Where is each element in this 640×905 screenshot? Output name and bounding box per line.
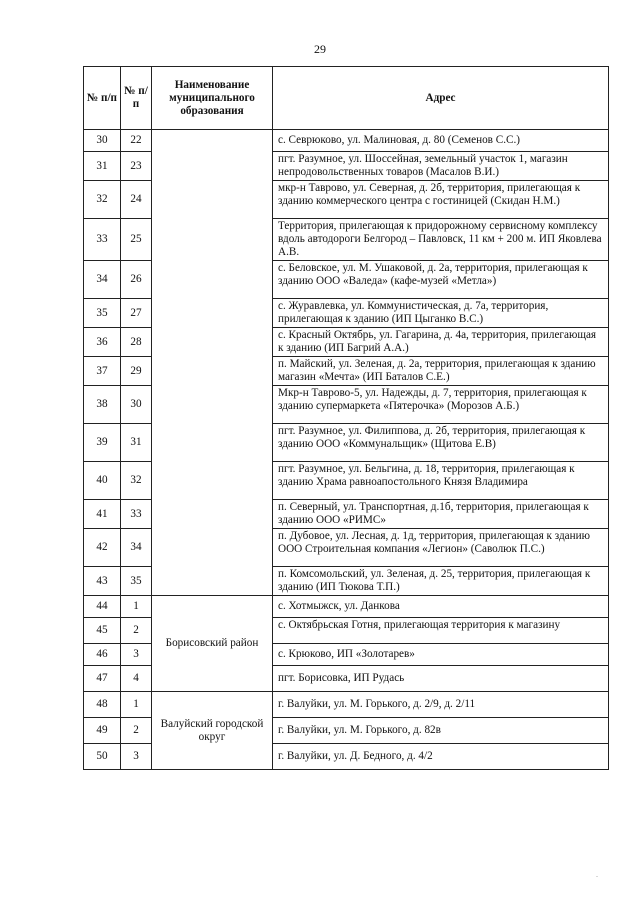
- row-number: 40: [84, 462, 121, 500]
- address-cell: пгт. Разумное, ул. Шоссейная, земельный участок 1, магазин непродовольственных товаров (Масалов В.И.): [273, 152, 609, 181]
- address-cell: Территория, прилегающая к придорожному сервисному комплексу вдоль автодороги Белгород – Павловск, 11 км + 200 м. ИП Яковлева А.В.: [273, 219, 609, 261]
- row-number: 32: [84, 181, 121, 219]
- row-subnumber: 24: [121, 181, 152, 219]
- row-subnumber: 23: [121, 152, 152, 181]
- header-col-2: № п/п: [121, 67, 152, 130]
- address-cell: Мкр-н Таврово-5, ул. Надежды, д. 7, территория, прилегающая к зданию супермаркета «Пятерочка» (Морозов А.Б.): [273, 386, 609, 424]
- row-subnumber: 28: [121, 328, 152, 357]
- address-cell: с. Октябрьская Готня, прилегающая территория к магазину: [273, 618, 609, 644]
- row-subnumber: 26: [121, 261, 152, 299]
- address-cell: с. Крюково, ИП «Золотарев»: [273, 644, 609, 666]
- address-cell: г. Валуйки, ул. М. Горького, д. 2/9, д. 2/11: [273, 692, 609, 718]
- table-header-row: [84, 67, 609, 130]
- page-number: 29: [314, 42, 326, 56]
- municipality-cell: Борисовский район: [152, 596, 273, 692]
- row-subnumber: 30: [121, 386, 152, 424]
- row-number: 34: [84, 261, 121, 299]
- row-number: 30: [84, 130, 121, 152]
- row-subnumber: 27: [121, 299, 152, 328]
- row-subnumber: 34: [121, 529, 152, 567]
- row-number: 35: [84, 299, 121, 328]
- address-cell: с. Беловское, ул. М. Ушаковой, д. 2а, территория, прилегающая к зданию ООО «Валеда» (кафе-музей «Метла»): [273, 261, 609, 299]
- row-number: 41: [84, 500, 121, 529]
- address-cell: пгт. Борисовка, ИП Рудась: [273, 666, 609, 692]
- row-number: 39: [84, 424, 121, 462]
- header-address: Адрес: [273, 67, 609, 130]
- row-subnumber: 1: [121, 596, 152, 618]
- row-number: 49: [84, 718, 121, 744]
- row-number: 37: [84, 357, 121, 386]
- table-row: [84, 692, 609, 718]
- row-number: 48: [84, 692, 121, 718]
- address-cell: пгт. Разумное, ул. Филиппова, д. 2б, территория, прилегающая к зданию ООО «Коммунальщик» (Щитова Е.В): [273, 424, 609, 462]
- row-subnumber: 31: [121, 424, 152, 462]
- row-number: 36: [84, 328, 121, 357]
- row-number: 44: [84, 596, 121, 618]
- row-number: 46: [84, 644, 121, 666]
- address-cell: мкр-н Таврово, ул. Северная, д. 2б, территория, прилегающая к зданию коммерческого центра с гостиницей (Скидан Н.М.): [273, 181, 609, 219]
- municipality-cell: Валуйский городской округ: [152, 692, 273, 770]
- address-cell: г. Валуйки, ул. М. Горького, д. 82в: [273, 718, 609, 744]
- row-number: 47: [84, 666, 121, 692]
- header-municipality: Наименование муниципального образования: [152, 67, 273, 130]
- row-number: 42: [84, 529, 121, 567]
- municipality-cell-empty: [152, 130, 273, 596]
- table-row: [84, 130, 609, 152]
- row-subnumber: 2: [121, 718, 152, 744]
- row-number: 33: [84, 219, 121, 261]
- table-row: [84, 596, 609, 618]
- address-cell: пгт. Разумное, ул. Бельгина, д. 18, территория, прилегающая к зданию Храма равноапостольного Князя Владимира: [273, 462, 609, 500]
- address-cell: с. Журавлевка, ул. Коммунистическая, д. 7а, территория, прилегающая к зданию (ИП Цыганко В.С.): [273, 299, 609, 328]
- row-subnumber: 4: [121, 666, 152, 692]
- row-subnumber: 25: [121, 219, 152, 261]
- address-cell: п. Северный, ул. Транспортная, д.1б, территория, прилегающая к зданию ООО «РИМС»: [273, 500, 609, 529]
- address-cell: г. Валуйки, ул. Д. Бедного, д. 4/2: [273, 744, 609, 770]
- address-cell: п. Майский, ул. Зеленая, д. 2а, территория, прилегающая к зданию магазин «Мечта» (ИП Баталов С.Е.): [273, 357, 609, 386]
- row-number: 43: [84, 567, 121, 596]
- row-subnumber: 1: [121, 692, 152, 718]
- row-subnumber: 29: [121, 357, 152, 386]
- row-subnumber: 32: [121, 462, 152, 500]
- row-number: 31: [84, 152, 121, 181]
- row-subnumber: 22: [121, 130, 152, 152]
- address-cell: п. Комсомольский, ул. Зеленая, д. 25, территория, прилегающая к зданию (ИП Тюкова Т.П.): [273, 567, 609, 596]
- address-cell: с. Красный Октябрь, ул. Гагарина, д. 4а, территория, прилегающая к зданию (ИП Багрий А.А.): [273, 328, 609, 357]
- row-number: 50: [84, 744, 121, 770]
- row-subnumber: 3: [121, 644, 152, 666]
- row-subnumber: 35: [121, 567, 152, 596]
- row-subnumber: 33: [121, 500, 152, 529]
- address-cell: с. Хотмыжск, ул. Данкова: [273, 596, 609, 618]
- row-number: 45: [84, 618, 121, 644]
- header-col-1: № п/п: [84, 67, 121, 130]
- address-cell: п. Дубовое, ул. Лесная, д. 1д, территория, прилегающая к зданию ООО Строительная компания «Легион» (Саволюк П.С.): [273, 529, 609, 567]
- row-number: 38: [84, 386, 121, 424]
- row-subnumber: 2: [121, 618, 152, 644]
- scan-mark: .: [596, 870, 598, 879]
- address-cell: с. Севрюково, ул. Малиновая, д. 80 (Семенов С.С.): [273, 130, 609, 152]
- row-subnumber: 3: [121, 744, 152, 770]
- addresses-table: [83, 66, 609, 770]
